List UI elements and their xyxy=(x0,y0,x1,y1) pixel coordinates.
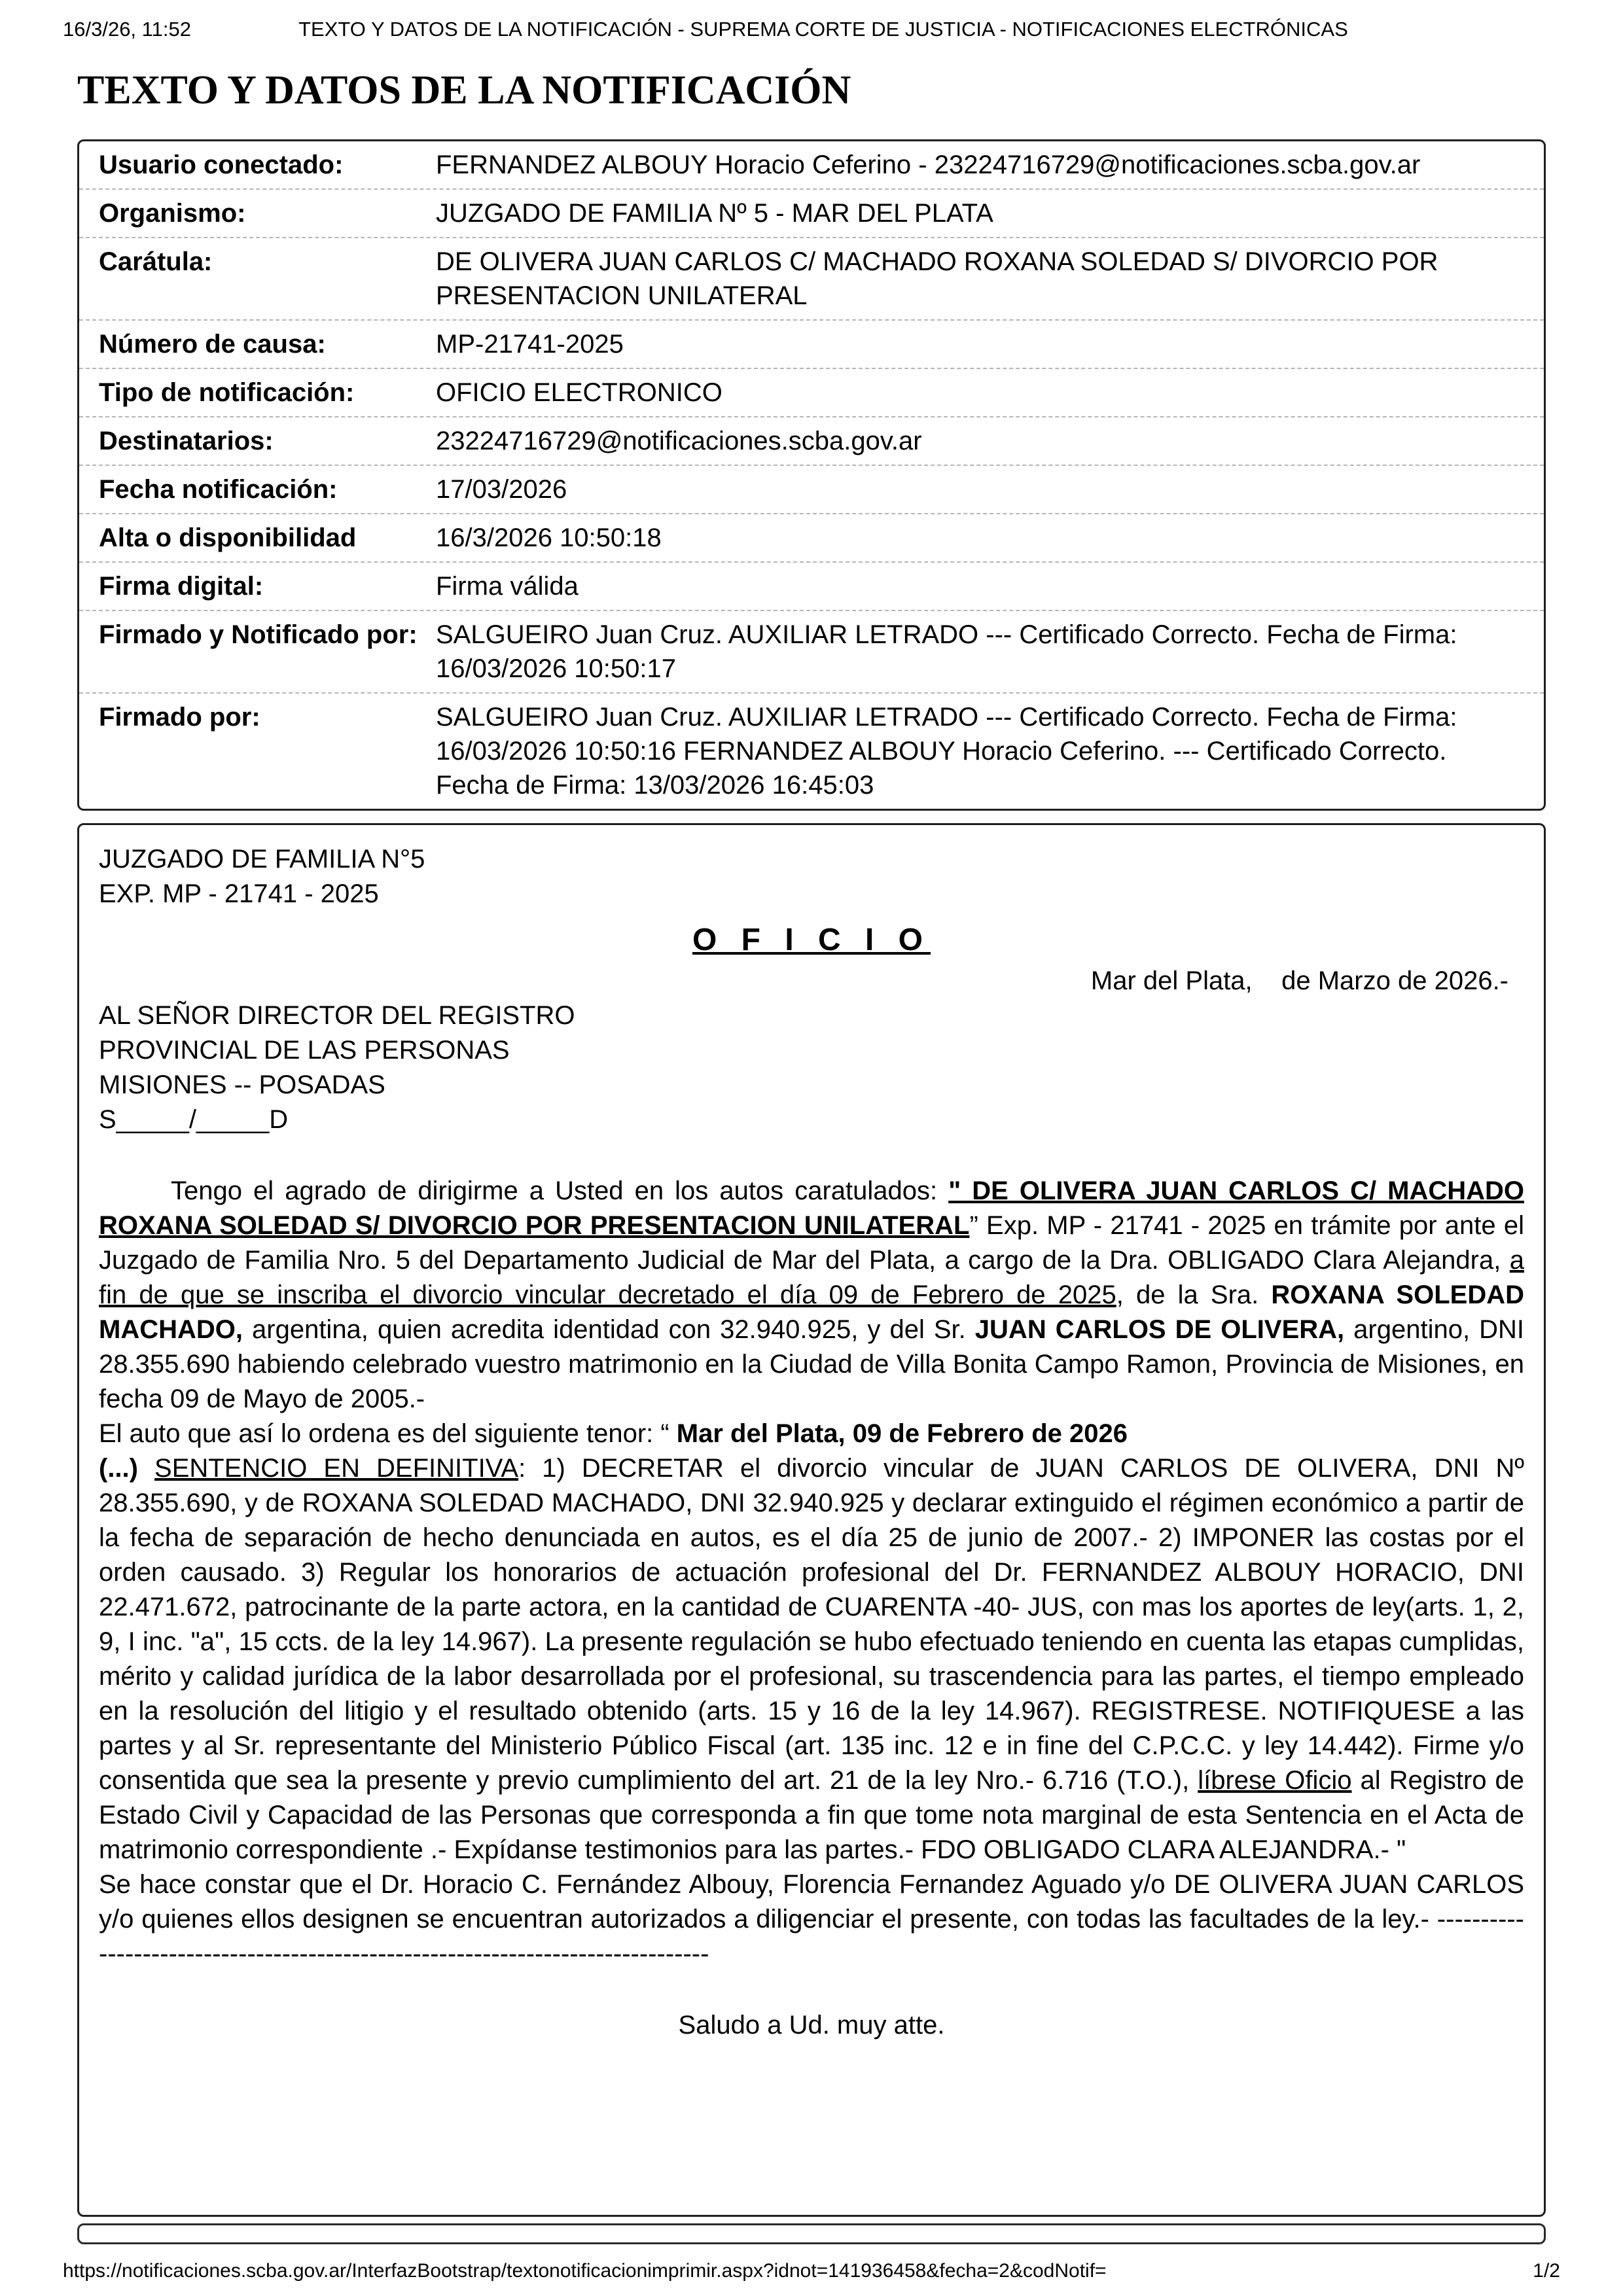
table-row-numero-de-causa xyxy=(79,319,1544,368)
print-header-datetime: 16/3/26, 11:52 xyxy=(63,18,191,41)
row-label: Tipo de notificación: xyxy=(99,378,355,407)
notification-data-table xyxy=(77,139,1546,811)
row-label: Firma digital: xyxy=(99,572,264,601)
paragraph-autorizados: Se hace constar que el Dr. Horacio C. Fernández Albouy, Florencia Fernandez Aguado y/o DE OLIVERA JUAN CARLOS y/o quienes ellos designen se encuentran autorizados a diligenciar el presente, con todas las facultades de la ley.- -------------------------------------------------------------------------------- xyxy=(99,1870,1524,1968)
truncated-next-section-box xyxy=(77,2223,1546,2244)
row-label: Usuario conectado: xyxy=(99,150,344,179)
paragraph-sentencia: (...) SENTENCIO EN DEFINITIVA: 1) DECRETAR el divorcio vincular de JUAN CARLOS DE OLIVERA, DNI Nº 28.355.690, y de ROXANA SOLEDAD MACHADO, DNI 32.940.925 y declarar extinguido el régimen económico a partir de la fecha de separación de hecho denunciada en autos, es el día 25 de junio de 2007.- 2) IMPONER las costas por el orden causado. 3) Regular los honorarios de actuación profesional del Dr. FERNANDEZ ALBOUY HORACIO, DNI 22.471.672, patrocinante de la parte actora, en la cantidad de CUARENTA -40- JUS, con mas los aportes de ley(arts. 1, 2, 9, I inc. "a", 15 ccts. de la ley 14.967). La presente regulación se hubo efectuado teniendo en cuenta las etapas cumplidas, mérito y calidad jurídica de la labor desarrollada por el profesional, su trascendencia para las partes, el tiempo empleado en la resolución del litigio y el resultado obtenido (arts. 15 y 16 de la ley 14.967). REGISTRESE. NOTIFIQUESE a las partes y al Sr. representante del Ministerio Público Fiscal (art. 135 inc. 12 e in fine del C.P.C.C. y ley 14.442). Firme y/o consentida que sea la presente y previo cumplimiento del art. 21 de la ley Nro.- 6.716 (T.O.), líbrese Oficio al Registro de Estado Civil y Capacidad de las Personas que corresponda a fin que tome nota marginal de esta Sentencia en el Acta de matrimonio correspondiente .- Expídanse testimonios para las partes.- FDO OBLIGADO CLARA ALEJANDRA.- " xyxy=(99,1454,1525,1864)
addressee-line-3: MISIONES -- POSADAS xyxy=(99,1070,385,1099)
row-value: JUZGADO DE FAMILIA Nº 5 - MAR DEL PLATA xyxy=(436,199,993,228)
row-label: Firmado por: xyxy=(99,703,260,732)
addressee-line-2: PROVINCIAL DE LAS PERSONAS xyxy=(99,1036,510,1065)
court-name: JUZGADO DE FAMILIA N°5 xyxy=(99,845,425,874)
print-header xyxy=(63,17,1560,42)
row-label: Organismo: xyxy=(99,199,246,228)
expediente-number: EXP. MP - 21741 - 2025 xyxy=(99,879,379,908)
print-header-title: TEXTO Y DATOS DE LA NOTIFICACIÓN - SUPREMA CORTE DE JUSTICIA - NOTIFICACIONES ELECTRÓNICAS xyxy=(298,18,1348,41)
row-value: Firma válida xyxy=(436,572,579,601)
row-value: SALGUEIRO Juan Cruz. AUXILIAR LETRADO --- Certificado Correcto. Fecha de Firma: 16/03/2026 10:50:16 FERNANDEZ ALBOUY Horacio Ceferino. --- Certificado Correcto. Fecha de Firma: 13/03/2026 16:45:03 xyxy=(436,703,1457,800)
page-title: TEXTO Y DATOS DE LA NOTIFICACIÓN xyxy=(77,68,851,113)
table-row-firmado-por xyxy=(79,692,1544,809)
table-row-tipo-de-notificacion xyxy=(79,368,1544,416)
row-label: Número de causa: xyxy=(99,330,326,359)
table-row-organismo xyxy=(79,188,1544,237)
row-label: Destinatarios: xyxy=(99,427,274,455)
footer-page-number: 1/2 xyxy=(1533,2260,1560,2282)
addressee-block xyxy=(99,998,1524,1137)
row-value: 23224716729@notificaciones.scba.gov.ar xyxy=(436,427,922,455)
table-row-caratula xyxy=(79,237,1544,319)
row-label: Fecha notificación: xyxy=(99,475,338,504)
row-value: OFICIO ELECTRONICO xyxy=(436,378,722,407)
row-label: Firmado y Notificado por: xyxy=(99,620,418,649)
table-row-alta-o-disponibilidad xyxy=(79,513,1544,561)
closing-salutation: Saludo a Ud. muy atte. xyxy=(678,2011,945,2040)
row-label: Alta o disponibilidad xyxy=(99,523,357,552)
oficio-document-box xyxy=(77,823,1546,2217)
row-value: 16/3/2026 10:50:18 xyxy=(436,523,662,552)
row-value: 17/03/2026 xyxy=(436,475,567,504)
date-line: Mar del Plata, de Marzo de 2026.- xyxy=(1090,966,1508,995)
footer-url: https://notificaciones.scba.gov.ar/InterfazBootstrap/textonotificacionimprimir.aspx?idnot=141936458&fecha=2&codNotif= xyxy=(63,2260,1107,2282)
table-row-firma-digital xyxy=(79,561,1544,610)
paragraph-auto-tenor: El auto que así lo ordena es del siguiente tenor: “ Mar del Plata, 09 de Febrero de 2026 xyxy=(99,1419,1128,1448)
row-value: FERNANDEZ ALBOUY Horacio Ceferino - 23224716729@notificaciones.scba.gov.ar xyxy=(436,150,1421,179)
table-row-firmado-y-notificado-por xyxy=(79,610,1544,692)
print-footer xyxy=(63,2259,1560,2284)
addressee-line-1: AL SEÑOR DIRECTOR DEL REGISTRO xyxy=(99,1001,575,1030)
table-row-destinatarios xyxy=(79,416,1544,465)
addressee-line-4: S_____/_____D xyxy=(99,1105,289,1134)
row-value: MP-21741-2025 xyxy=(436,330,624,359)
row-value: SALGUEIRO Juan Cruz. AUXILIAR LETRADO --- Certificado Correcto. Fecha de Firma: 16/03/2026 10:50:17 xyxy=(436,620,1457,683)
document-title: O F I C I O xyxy=(692,923,931,957)
table-row-usuario-conectado xyxy=(79,141,1544,188)
table-row-fecha-notificacion xyxy=(79,465,1544,513)
paragraph-caratula: Tengo el agrado de dirigirme a Usted en los autos caratulados: " DE OLIVERA JUAN CARLOS C/ MACHADO ROXANA SOLEDAD S/ DIVORCIO POR PRESENTACION UNILATERAL” Exp. MP - 21741 - 2025 en trámite por ante el Juzgado de Familia Nro. 5 del Departamento Judicial de Mar del Plata, a cargo de la Dra. OBLIGADO Clara Alejandra, a fin de que se inscriba el divorcio vincular decretado el día 09 de Febrero de 2025, de la Sra. ROXANA SOLEDAD MACHADO, argentina, quien acredita identidad con 32.940.925, y del Sr. JUAN CARLOS DE OLIVERA, argentino, DNI 28.355.690 habiendo celebrado vuestro matrimonio en la Ciudad de Villa Bonita Campo Ramon, Provincia de Misiones, en fecha 09 de Mayo de 2005.- xyxy=(99,1176,1525,1413)
row-value: DE OLIVERA JUAN CARLOS C/ MACHADO ROXANA SOLEDAD S/ DIVORCIO POR PRESENTACION UNILATERAL xyxy=(436,247,1438,310)
row-label: Carátula: xyxy=(99,247,213,276)
